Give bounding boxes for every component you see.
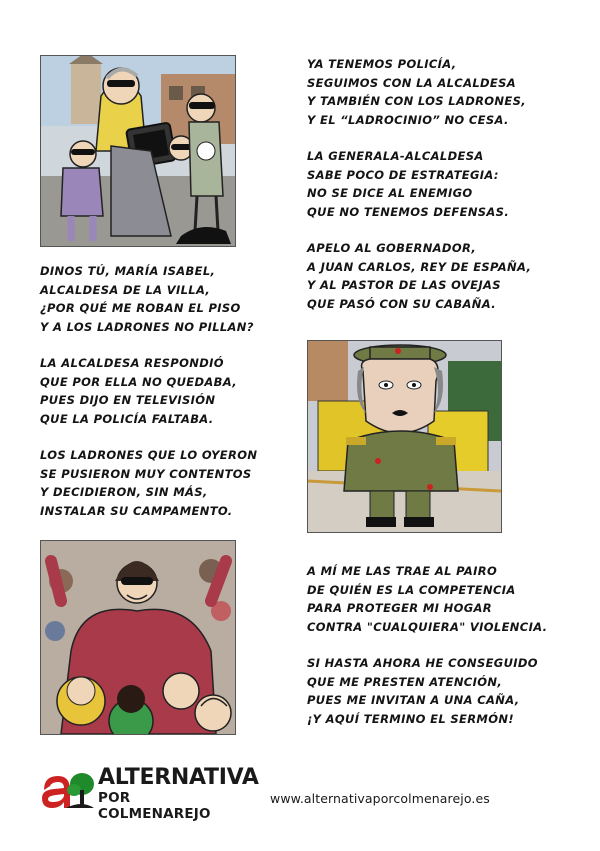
logo-title: ALTERNATIVA [98,765,259,790]
stanza-5 [307,147,509,221]
stanza-6 [307,239,531,313]
alternativa-logo [36,765,259,822]
stanza-line: SI HASTA AHORA HE CONSEGUIDO [307,656,538,670]
stanza-line: LOS LADRONES QUE LO OYERON [40,448,258,462]
tree-logo-icon [36,768,96,812]
stanza-3 [40,446,257,520]
stanza-4 [307,55,526,129]
stanza-line: DINOS TÚ, MARÍA ISABEL, [40,264,216,278]
stanza-line: QUE LA POLICÍA FALTABA. [40,411,214,426]
stanza-line: INSTALAR SU CAMPAMENTO. [40,503,233,518]
stanza-line: CONTRA "CUALQUIERA" VIOLENCIA. [307,619,548,634]
stanza-line: QUE POR ELLA NO QUEDABA, [40,374,237,389]
stanza-line: PARA PROTEGER MI HOGAR [307,601,492,616]
thieves-cartoon-illustration [40,55,236,247]
stanza-line: PUES ME INVITAN A UNA CAÑA, [307,693,520,708]
stanza-line: Y EL “LADROCINIO” NO CESA. [307,112,509,127]
stanza-line: SE PUSIERON MUY CONTENTOS [40,466,252,481]
stanza-2 [40,354,237,428]
stanza-line: Y A LOS LADRONES NO PILLAN? [40,319,254,334]
crowd-cartoon-illustration [40,540,236,735]
stanza-line: Y DECIDIERON, SIN MÁS, [40,485,208,500]
stanza-line: A JUAN CARLOS, REY DE ESPAÑA, [307,259,532,274]
stanza-line: PUES DIJO EN TELEVISIÓN [40,393,216,408]
stanza-line: QUE NO TENEMOS DEFENSAS. [307,204,510,219]
stanza-line: ALCALDESA DE LA VILLA, [40,282,211,297]
stanza-line: QUE PASÓ CON SU CABAÑA. [307,296,496,311]
stanza-line: APELO AL GOBERNADOR, [307,241,477,255]
stanza-line: LA ALCALDESA RESPONDIÓ [40,356,224,370]
stanza-1 [40,262,254,336]
stanza-line: DE QUIÉN ES LA COMPETENCIA [307,582,516,597]
stanza-line: NO SE DICE AL ENEMIGO [307,186,473,201]
stanza-line: Y TAMBIÉN CON LOS LADRONES, [307,94,526,109]
logo-subtitle: POR COLMENAREJO [98,790,211,822]
stanza-7 [307,562,547,636]
stanza-8 [307,654,538,728]
stanza-line: ¿POR QUÉ ME ROBAN EL PISO [40,301,241,316]
stanza-line: A MÍ ME LAS TRAE AL PAIRO [307,564,498,578]
stanza-line: SEGUIMOS CON LA ALCALDESA [307,75,517,90]
stanza-line: QUE ME PRESTEN ATENCIÓN, [307,674,503,689]
website-url: www.alternativaporcolmenarejo.es [270,791,490,806]
stanza-line: ¡Y AQUÍ TERMINO EL SERMÓN! [307,711,514,726]
general-mayor-cartoon-illustration [307,340,502,533]
stanza-line: SABE POCO DE ESTRATEGIA: [307,167,499,182]
stanza-line: Y AL PASTOR DE LAS OVEJAS [307,278,501,293]
stanza-line: LA GENERALA-ALCALDESA [307,149,484,163]
stanza-line: YA TENEMOS POLICÍA, [307,57,457,71]
